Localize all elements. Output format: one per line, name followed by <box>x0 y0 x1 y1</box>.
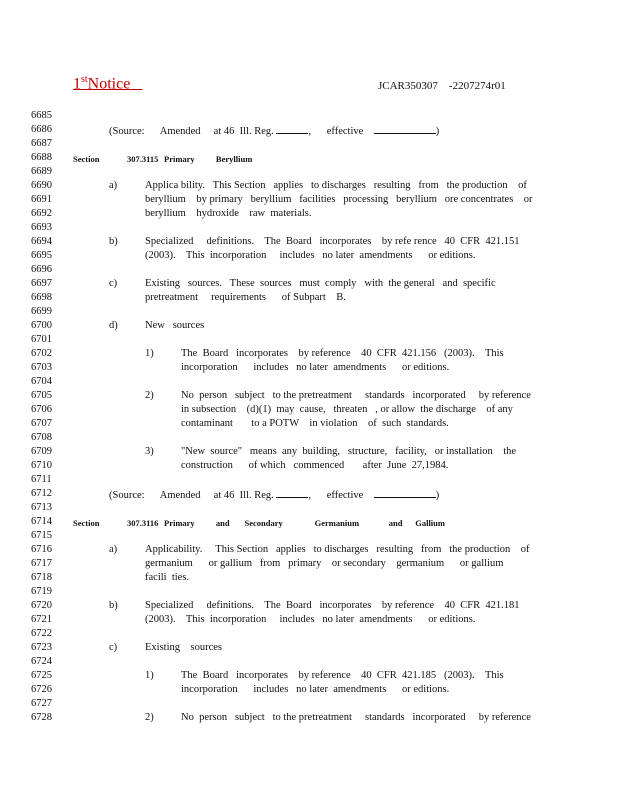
section-title: Primary Beryllium <box>164 154 253 164</box>
line-number: 6692 <box>31 208 52 219</box>
source-end: ) <box>435 126 440 137</box>
line-number: 6709 <box>31 446 52 457</box>
line-number: 6697 <box>31 278 52 289</box>
line-number: 6704 <box>31 376 52 387</box>
document-code <box>378 80 506 92</box>
item-marker: 3) <box>145 446 154 457</box>
item-text: No person subject to the pretreatment standards incorporated by reference <box>181 712 531 723</box>
line-number: 6718 <box>31 572 52 583</box>
section-title: Primary and Secondary Germanium and Gallium <box>164 518 445 528</box>
subsection-text: germanium or gallium from primary or secondary germanium or gallium <box>145 558 504 569</box>
item-text: construction of which commenced after June 27,1984. <box>181 460 449 471</box>
section-label: Section <box>73 518 100 528</box>
line-number: 6716 <box>31 544 52 555</box>
line-number: 6688 <box>31 152 52 163</box>
line-number: 6722 <box>31 628 52 639</box>
subsection-text: (2003). This incorporation includes no later amendments or editions. <box>145 614 476 625</box>
item-marker: 1) <box>145 670 154 681</box>
line-number: 6691 <box>31 194 52 205</box>
line-number: 6699 <box>31 306 52 317</box>
line-number: 6728 <box>31 712 52 723</box>
item-text: contaminant to a POTW in violation of such standards. <box>181 418 449 429</box>
line-number: 6689 <box>31 166 52 177</box>
line-number: 6700 <box>31 320 52 331</box>
line-number: 6719 <box>31 586 52 597</box>
item-text: incorporation includes no later amendments or editions. <box>181 684 450 695</box>
subsection-heading: Existing sources <box>145 642 222 653</box>
subsection-text: Existing sources. These sources must comply with the general and specific <box>145 278 496 289</box>
section-number: 307.3115 <box>127 154 159 164</box>
source-prefix: (Source: Amended at 46 Ill. Reg. <box>109 490 274 501</box>
subsection-marker: a) <box>109 544 118 555</box>
item-text: The Board incorporates by reference 40 CFR 421.156 (2003). This <box>181 348 504 359</box>
item-text: The Board incorporates by reference 40 CFR 421.185 (2003). This <box>181 670 504 681</box>
subsection-marker: c) <box>109 278 118 289</box>
subsection-text: Specialized definitions. The Board incorporates by refe rence 40 CFR 421.151 <box>145 236 520 247</box>
section-number: 307.3116 <box>127 518 159 528</box>
item-text: No person subject to the pretreatment standards incorporated by reference <box>181 390 531 401</box>
subsection-marker: d) <box>109 320 118 331</box>
subsection-text: pretreatment requirements of Subpart B. <box>145 292 346 303</box>
effective-blank <box>374 488 436 498</box>
subsection-text: Applicability. This Section applies to discharges resulting from the production of <box>145 544 530 555</box>
line-number: 6686 <box>31 124 52 135</box>
source-prefix: (Source: Amended at 46 Ill. Reg. <box>109 126 274 137</box>
line-number: 6698 <box>31 292 52 303</box>
subsection-marker: b) <box>109 600 118 611</box>
line-number: 6721 <box>31 614 52 625</box>
line-number: 6694 <box>31 236 52 247</box>
line-number: 6702 <box>31 348 52 359</box>
subsection-marker: c) <box>109 642 118 653</box>
notice-heading <box>73 74 142 93</box>
line-number: 6712 <box>31 488 52 499</box>
item-text: in subsection (d)(1) may cause, threaten , or allow the discharge of any <box>181 404 513 415</box>
item-marker: 1) <box>145 348 154 359</box>
reg-blank <box>276 124 308 134</box>
source-mid: , effective <box>308 490 364 501</box>
line-number: 6720 <box>31 600 52 611</box>
line-number: 6705 <box>31 390 52 401</box>
line-number: 6711 <box>31 474 52 485</box>
line-number: 6717 <box>31 558 52 569</box>
subsection-text: Applica bility. This Section applies to discharges resulting from the production of <box>145 180 527 191</box>
line-number: 6723 <box>31 642 52 653</box>
line-number: 6695 <box>31 250 52 261</box>
line-number: 6715 <box>31 530 52 541</box>
subsection-text: beryllium hydroxide raw materials. <box>145 208 312 219</box>
notice-word: Notice <box>87 75 131 93</box>
notice-number: 1 <box>73 75 81 93</box>
source-note <box>109 488 439 502</box>
source-mid: , effective <box>308 126 364 137</box>
line-number: 6727 <box>31 698 52 709</box>
section-label: Section <box>73 154 100 164</box>
line-number: 6724 <box>31 656 52 667</box>
line-number: 6696 <box>31 264 52 275</box>
subsection-marker: b) <box>109 236 118 247</box>
line-number: 6706 <box>31 404 52 415</box>
line-number: 6701 <box>31 334 52 345</box>
item-text: incorporation includes no later amendments or editions. <box>181 362 450 373</box>
line-number: 6725 <box>31 670 52 681</box>
line-number: 6707 <box>31 418 52 429</box>
subsection-text: facili ties. <box>145 572 190 583</box>
line-number: 6713 <box>31 502 52 513</box>
source-end: ) <box>435 490 440 501</box>
doc-code: JCAR350307 <box>378 80 438 92</box>
doc-version: -2207274r01 <box>448 80 506 92</box>
line-number: 6703 <box>31 362 52 373</box>
line-number: 6693 <box>31 222 52 233</box>
item-marker: 2) <box>145 712 154 723</box>
item-text: "New source" means any building, structure, facility, or installation the <box>181 446 517 457</box>
line-number: 6726 <box>31 684 52 695</box>
subsection-text: (2003). This incorporation includes no later amendments or editions. <box>145 250 476 261</box>
line-number: 6714 <box>31 516 52 527</box>
subsection-text: beryllium by primary beryllium facilities processing beryllium ore concentrates or <box>145 194 533 205</box>
subsection-text: Specialized definitions. The Board incorporates by reference 40 CFR 421.181 <box>145 600 520 611</box>
notice-suffix: st <box>81 74 88 85</box>
line-number: 6685 <box>31 110 52 121</box>
line-number: 6708 <box>31 432 52 443</box>
subsection-heading: New sources <box>145 320 205 331</box>
line-number: 6690 <box>31 180 52 191</box>
source-note <box>109 124 439 138</box>
subsection-marker: a) <box>109 180 118 191</box>
reg-blank <box>276 488 308 498</box>
item-marker: 2) <box>145 390 154 401</box>
line-number: 6687 <box>31 138 52 149</box>
line-number: 6710 <box>31 460 52 471</box>
effective-blank <box>374 124 436 134</box>
